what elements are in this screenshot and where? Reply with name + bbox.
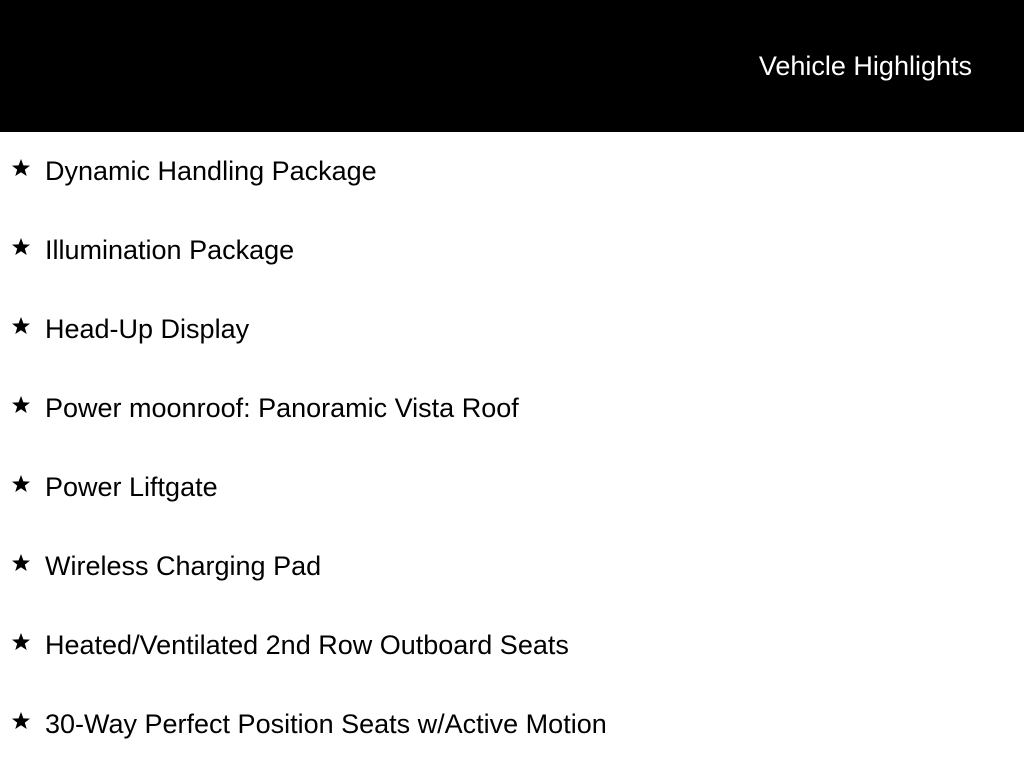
list-item-label: Power moonroof: Panoramic Vista Roof [45, 393, 519, 423]
star-icon [10, 631, 32, 653]
list-item [0, 369, 1024, 448]
list-item [0, 211, 1024, 290]
list-item [0, 132, 1024, 211]
list-item-label: Dynamic Handling Package [45, 156, 377, 186]
highlights-header [0, 0, 1024, 132]
star-icon [10, 710, 32, 732]
star-icon [10, 157, 32, 179]
star-icon [10, 315, 32, 337]
highlights-list [0, 132, 1024, 764]
list-item-label: 30-Way Perfect Position Seats w/Active Motion [45, 709, 607, 739]
list-item-label: Heated/Ventilated 2nd Row Outboard Seats [45, 630, 569, 660]
list-item-label: Head-Up Display [45, 314, 250, 344]
list-item [0, 606, 1024, 685]
list-item-label: Wireless Charging Pad [45, 551, 322, 581]
list-item [0, 290, 1024, 369]
star-icon [10, 236, 32, 258]
page-title: Vehicle Highlights [758, 51, 972, 81]
list-item-label: Power Liftgate [45, 472, 218, 502]
list-item-label: Illumination Package [45, 235, 295, 265]
star-icon [10, 473, 32, 495]
star-icon [10, 552, 32, 574]
list-item [0, 527, 1024, 606]
list-item [0, 448, 1024, 527]
star-icon [10, 394, 32, 416]
list-item [0, 685, 1024, 764]
